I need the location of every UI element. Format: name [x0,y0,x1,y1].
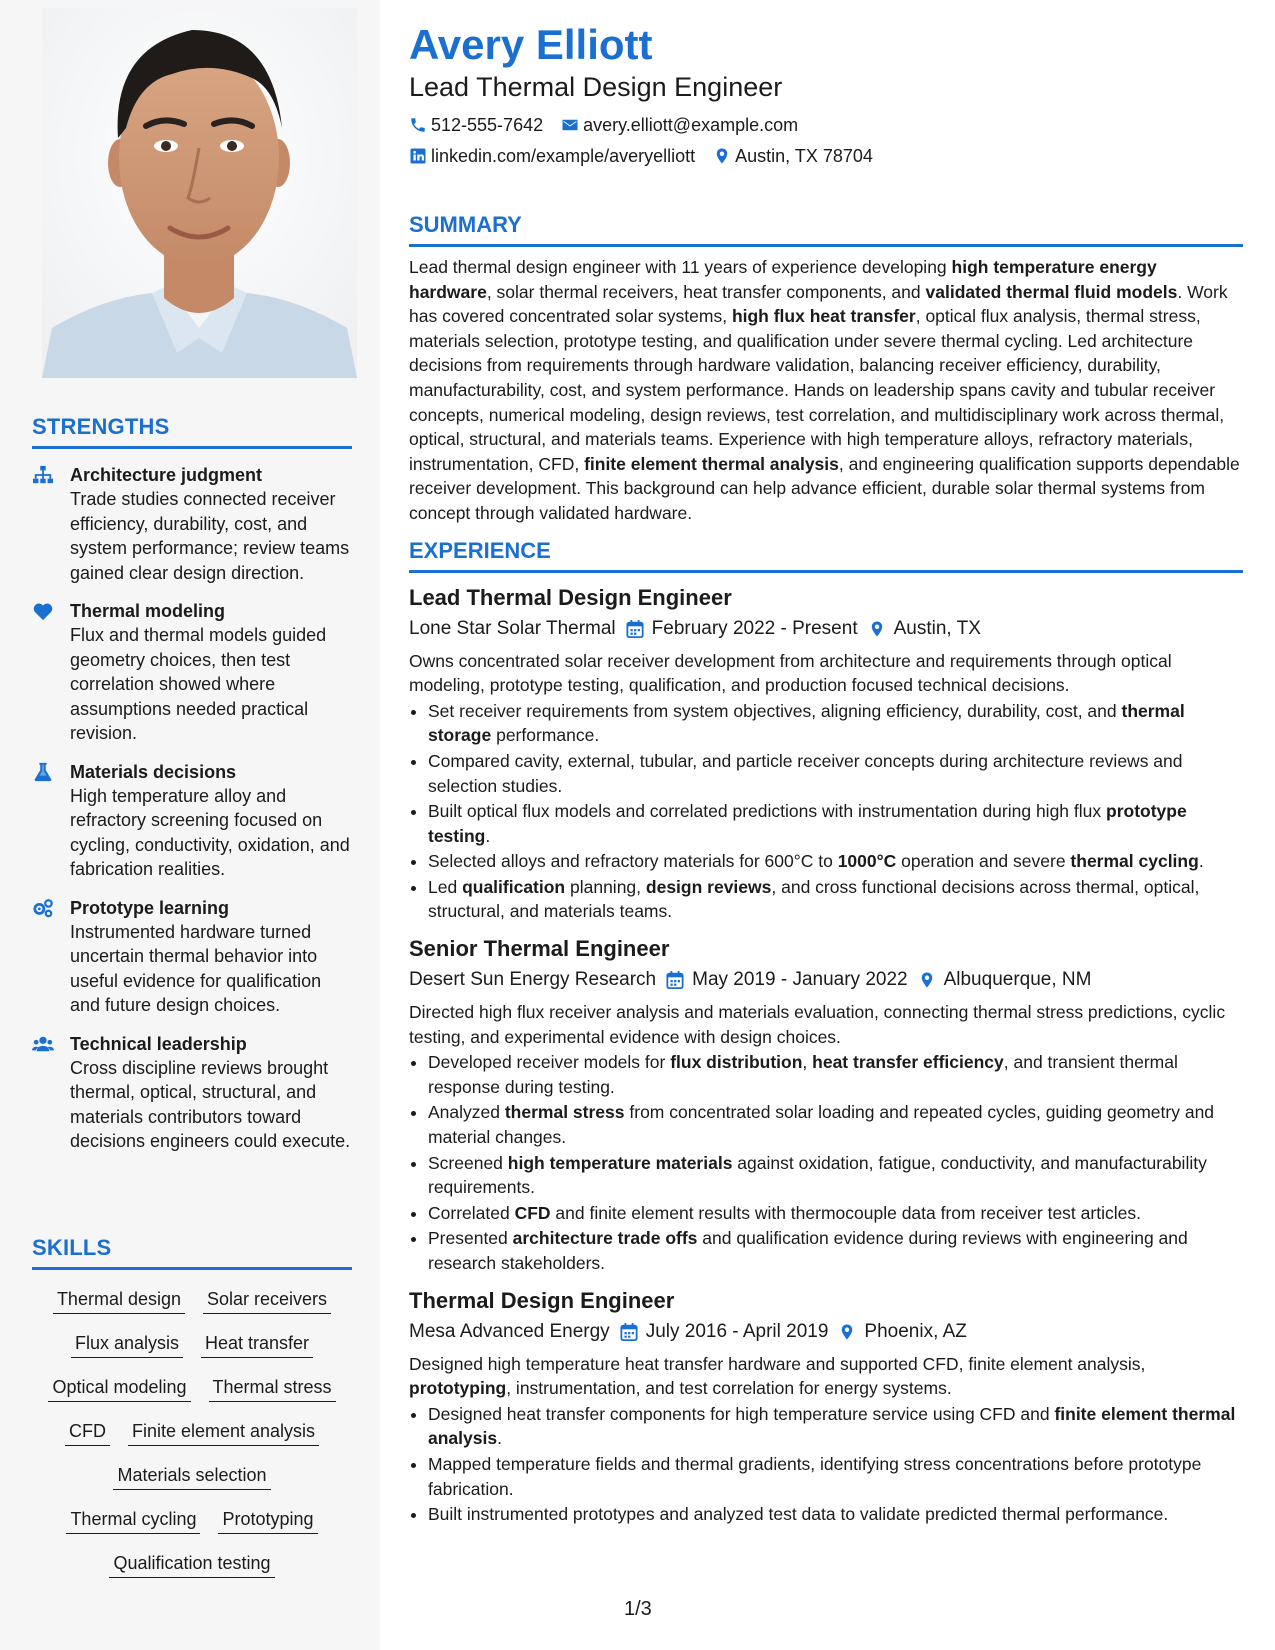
strengths-heading: STRENGTHS [32,414,352,449]
text-run: Directed high flux receiver analysis and materials evaluation, connecting thermal stress predictions, cyclic testing, and experimental evidence with design choices. [409,1002,1226,1047]
bold-text: design reviews [645,876,772,897]
location-text: Austin, TX [893,617,981,639]
text-run: Correlated [428,1202,515,1223]
text-run: Lead thermal design engineer with 11 years of experience developing [409,257,952,277]
summary-heading: SUMMARY [409,212,1243,247]
experience-heading: EXPERIENCE [409,538,1243,573]
skill-tag: Finite element analysis [128,1419,319,1446]
sidebar [0,0,380,1650]
skill-row [32,1375,352,1402]
skill-tag: Thermal design [53,1287,185,1314]
text-run: Built instrumented prototypes and analyzed test data to validate predicted thermal performance. [428,1504,1169,1525]
strengths-section [32,414,352,1154]
skills-section [32,1235,352,1578]
job-location [918,966,1092,994]
text-run: against oxidation, fatigue, conductivity, and manufacturability requirements. [428,1152,1207,1198]
text-run: , instrumentation, and test correlation for energy systems. [506,1378,952,1399]
text-run: Owns concentrated solar receiver development from architecture and requirements through optical modeling, prototype testing, qualification, and production focused technical decisions. [409,650,1172,696]
job-bullets [409,1050,1243,1275]
job-bullets [409,699,1243,924]
strength-title: Prototype learning [70,897,230,918]
bold-text: qualification [462,876,566,897]
job-title: Lead Thermal Design Engineer [409,584,732,610]
profile-photo [42,8,357,378]
strength-description: Trade studies connected receiver efficiency, durability, cost, and system performance; review teams gained clear design direction. [70,489,350,583]
calendar-icon [626,619,644,639]
calendar-icon [620,1322,638,1342]
text-run: and finite element results with thermocouple data from receiver test articles. [550,1202,1141,1223]
text-run: . Work has covered concentrated solar systems, [409,281,1228,327]
strength-item [32,760,352,882]
skill-tag: Thermal stress [209,1375,336,1402]
bullet-item [428,1050,1243,1099]
skill-row [32,1287,352,1314]
contact-row-2 [409,144,1243,168]
bold-text: heat transfer efficiency [812,1052,1004,1073]
contact-linkedin[interactable] [409,144,695,168]
job-entry [409,1286,1243,1527]
text-run: Analyzed [428,1102,505,1123]
gears-icon [32,898,54,918]
bold-text: prototyping [409,1378,507,1399]
users-icon [32,1034,54,1054]
location-text: Albuquerque, NM [943,969,1092,991]
map-pin-icon [713,147,731,165]
strength-title: Technical leadership [70,1033,247,1054]
bullet-item [428,1226,1243,1275]
text-run: Mapped temperature fields and thermal gradients, identifying stress concentrations before prototype fabrication. [428,1453,1202,1499]
strength-title: Thermal modeling [70,601,226,621]
company-name: Desert Sun Energy Research [409,969,657,991]
map-pin-icon [868,619,886,639]
text-run: Designed heat transfer components for high temperature service using CFD and [428,1403,1055,1424]
strength-description: High temperature alloy and refractory screening focused on cycling, conductivity, oxidation, and fabrication realities. [70,785,350,879]
skill-tag: Prototyping [218,1507,317,1534]
linkedin-text: linkedin.com/example/averyelliott [431,146,696,166]
bold-text: high temperature energy hardware [409,257,1157,302]
bullet-item [428,1151,1243,1200]
job-bullets [409,1402,1243,1527]
page-number: 1/3 [624,1598,652,1620]
bold-text: thermal storage [428,700,1185,746]
text-run: , and transient thermal response during testing. [428,1052,1178,1097]
job-title: Senior Thermal Engineer [409,936,670,962]
bold-text: thermal cycling [1070,851,1199,872]
phone-icon [409,116,427,134]
strength-item [32,463,352,585]
job-meta [409,966,1243,994]
text-run: Presented [428,1228,513,1249]
skill-row [32,1331,352,1358]
bullet-item [428,699,1243,748]
bold-text: 1000°C [837,851,897,872]
text-run: Designed high temperature heat transfer hardware and supported CFD, finite element analysis, [409,1353,1146,1374]
job-dates [666,966,907,994]
text-run: , optical flux analysis, thermal stress, materials selection, prototype testing, and qualification under severe thermal cycling. Led architecture decisions from requirements through hardware validation, balancing receiver efficiency, durability, manufacturability, cost, and system performance. Hands on leadership spans cavity and tubular receiver concepts, numerical modeling, design reviews, test correlation, and multidisciplinary work across thermal, optical, structural, and materials teams. Experience with high temperature alloys, refractory materials, instrumentation, CFD, [409,306,1225,474]
text-run: performance. [491,725,600,746]
summary-text [409,255,1243,526]
text-run: and qualification evidence during reviews with engineering and research stakeholders. [428,1228,1188,1273]
map-pin-icon [838,1322,856,1342]
skill-row [32,1551,352,1578]
job-dates [620,1318,829,1346]
text-run: . [485,825,491,846]
strengths-list [32,463,352,1154]
email-text: avery.elliott@example.com [583,115,799,135]
bold-text: thermal stress [504,1102,625,1123]
bullet-item [428,1402,1243,1451]
bold-text: high temperature materials [507,1152,733,1173]
text-run: Built optical flux models and correlated predictions with instrumentation during high flux [428,801,1106,822]
text-run: planning, [565,876,646,897]
location-text: Austin, TX 78704 [735,146,873,166]
bullet-item [428,1452,1243,1501]
job-description [409,649,1243,698]
strength-description: Flux and thermal models guided geometry choices, then test correlation showed where assumptions needed practical revision. [70,625,327,743]
flask-icon [32,762,54,782]
strength-description: Instrumented hardware turned uncertain thermal behavior into useful evidence for qualification and future design choices. [70,921,322,1015]
contact-location [713,144,873,168]
job-entry [409,583,1243,925]
dates-text: February 2022 - Present [651,617,858,639]
skill-tag: Heat transfer [201,1331,313,1358]
bold-text: finite element thermal analysis [428,1403,1236,1449]
job-location [868,615,981,643]
strength-item [32,1032,352,1154]
skill-tag: Optical modeling [48,1375,190,1402]
candidate-headline: Lead Thermal Design Engineer [409,72,783,102]
bullet-item [428,799,1243,848]
text-run: Compared cavity, external, tubular, and particle receiver concepts during architecture reviews and selection studies. [428,750,1183,796]
text-run: . [497,1428,502,1449]
bullet-item [428,1100,1243,1149]
strength-description: Cross discipline reviews brought thermal, optical, structural, and materials contributors toward decisions engineers could execute. [70,1057,351,1151]
job-description [409,1000,1243,1049]
skill-tag: CFD [65,1419,110,1446]
bold-text: finite element thermal analysis [584,453,839,474]
dates-text: May 2019 - January 2022 [692,969,908,991]
job-location [838,1318,966,1346]
text-run: , [802,1052,813,1073]
strength-title: Architecture judgment [70,465,263,485]
bold-text: prototype testing [428,801,1187,846]
sitemap-icon [32,465,54,485]
text-run: Set receiver requirements from system objectives, aligning efficiency, durability, cost, and [428,700,1122,721]
text-run: Screened [428,1152,508,1173]
job-dates [626,615,858,643]
job-meta [409,615,1243,643]
strength-item [32,896,352,1018]
bullet-item [428,875,1243,924]
calendar-icon [666,970,684,990]
text-run: Selected alloys and refractory materials for 600°C to [428,851,838,872]
heart-icon [32,601,54,621]
dates-text: July 2016 - April 2019 [645,1320,829,1342]
skill-tag: Solar receivers [203,1287,331,1314]
bullet-item [428,849,1243,874]
contact-email[interactable] [561,113,798,137]
skills-heading: SKILLS [32,1235,352,1270]
location-text: Phoenix, AZ [864,1320,967,1342]
skill-tag: Materials selection [113,1463,270,1490]
job-title: Thermal Design Engineer [409,1287,675,1313]
company-name: Mesa Advanced Energy [409,1320,610,1342]
skills-list [32,1287,352,1578]
skill-tag: Thermal cycling [66,1507,200,1534]
portrait-illustration [42,8,357,378]
summary-section [409,212,1243,526]
envelope-icon [561,116,579,134]
contact-phone[interactable] [409,113,543,137]
text-run: Developed receiver models for [428,1052,671,1073]
strength-title: Materials decisions [70,761,237,782]
text-run: Led [428,876,463,897]
bold-text: architecture trade offs [512,1228,698,1249]
contact-row-1 [409,113,1243,137]
main-content [409,20,1243,1527]
linkedin-icon [409,147,427,165]
jobs-list [409,583,1243,1527]
bold-text: CFD [514,1202,551,1223]
text-run: operation and severe [896,851,1071,872]
job-description [409,1352,1243,1401]
bullet-item [428,749,1243,798]
text-run: , and cross functional decisions across thermal, optical, structural, and materials teams. [428,876,1200,922]
bullet-item [428,1502,1243,1527]
experience-section [409,538,1243,1527]
text-run: . [1198,851,1204,872]
phone-text: 512-555-7642 [431,115,544,135]
skill-tag: Qualification testing [109,1551,274,1578]
skill-row [32,1463,352,1490]
skill-row [32,1507,352,1534]
bold-text: high flux heat transfer [731,306,916,327]
text-run: , and engineering qualification supports dependable receiver development. This background can help advance efficient, durable solar thermal systems from concept through validated hardware. [409,453,1240,523]
map-pin-icon [918,970,936,990]
text-run: , solar thermal receivers, heat transfer components, and [486,281,926,302]
bold-text: validated thermal fluid models [925,281,1178,302]
job-entry [409,934,1243,1276]
strength-item [32,599,352,746]
company-name: Lone Star Solar Thermal [409,617,616,639]
bullet-item [428,1201,1243,1226]
skill-tag: Flux analysis [71,1331,183,1358]
candidate-name: Avery Elliott [409,21,653,68]
bold-text: flux distribution [670,1052,803,1073]
skill-row [32,1419,352,1446]
job-meta [409,1318,1243,1346]
text-run: from concentrated solar loading and repeated cycles, guiding geometry and material changes. [428,1102,1215,1148]
